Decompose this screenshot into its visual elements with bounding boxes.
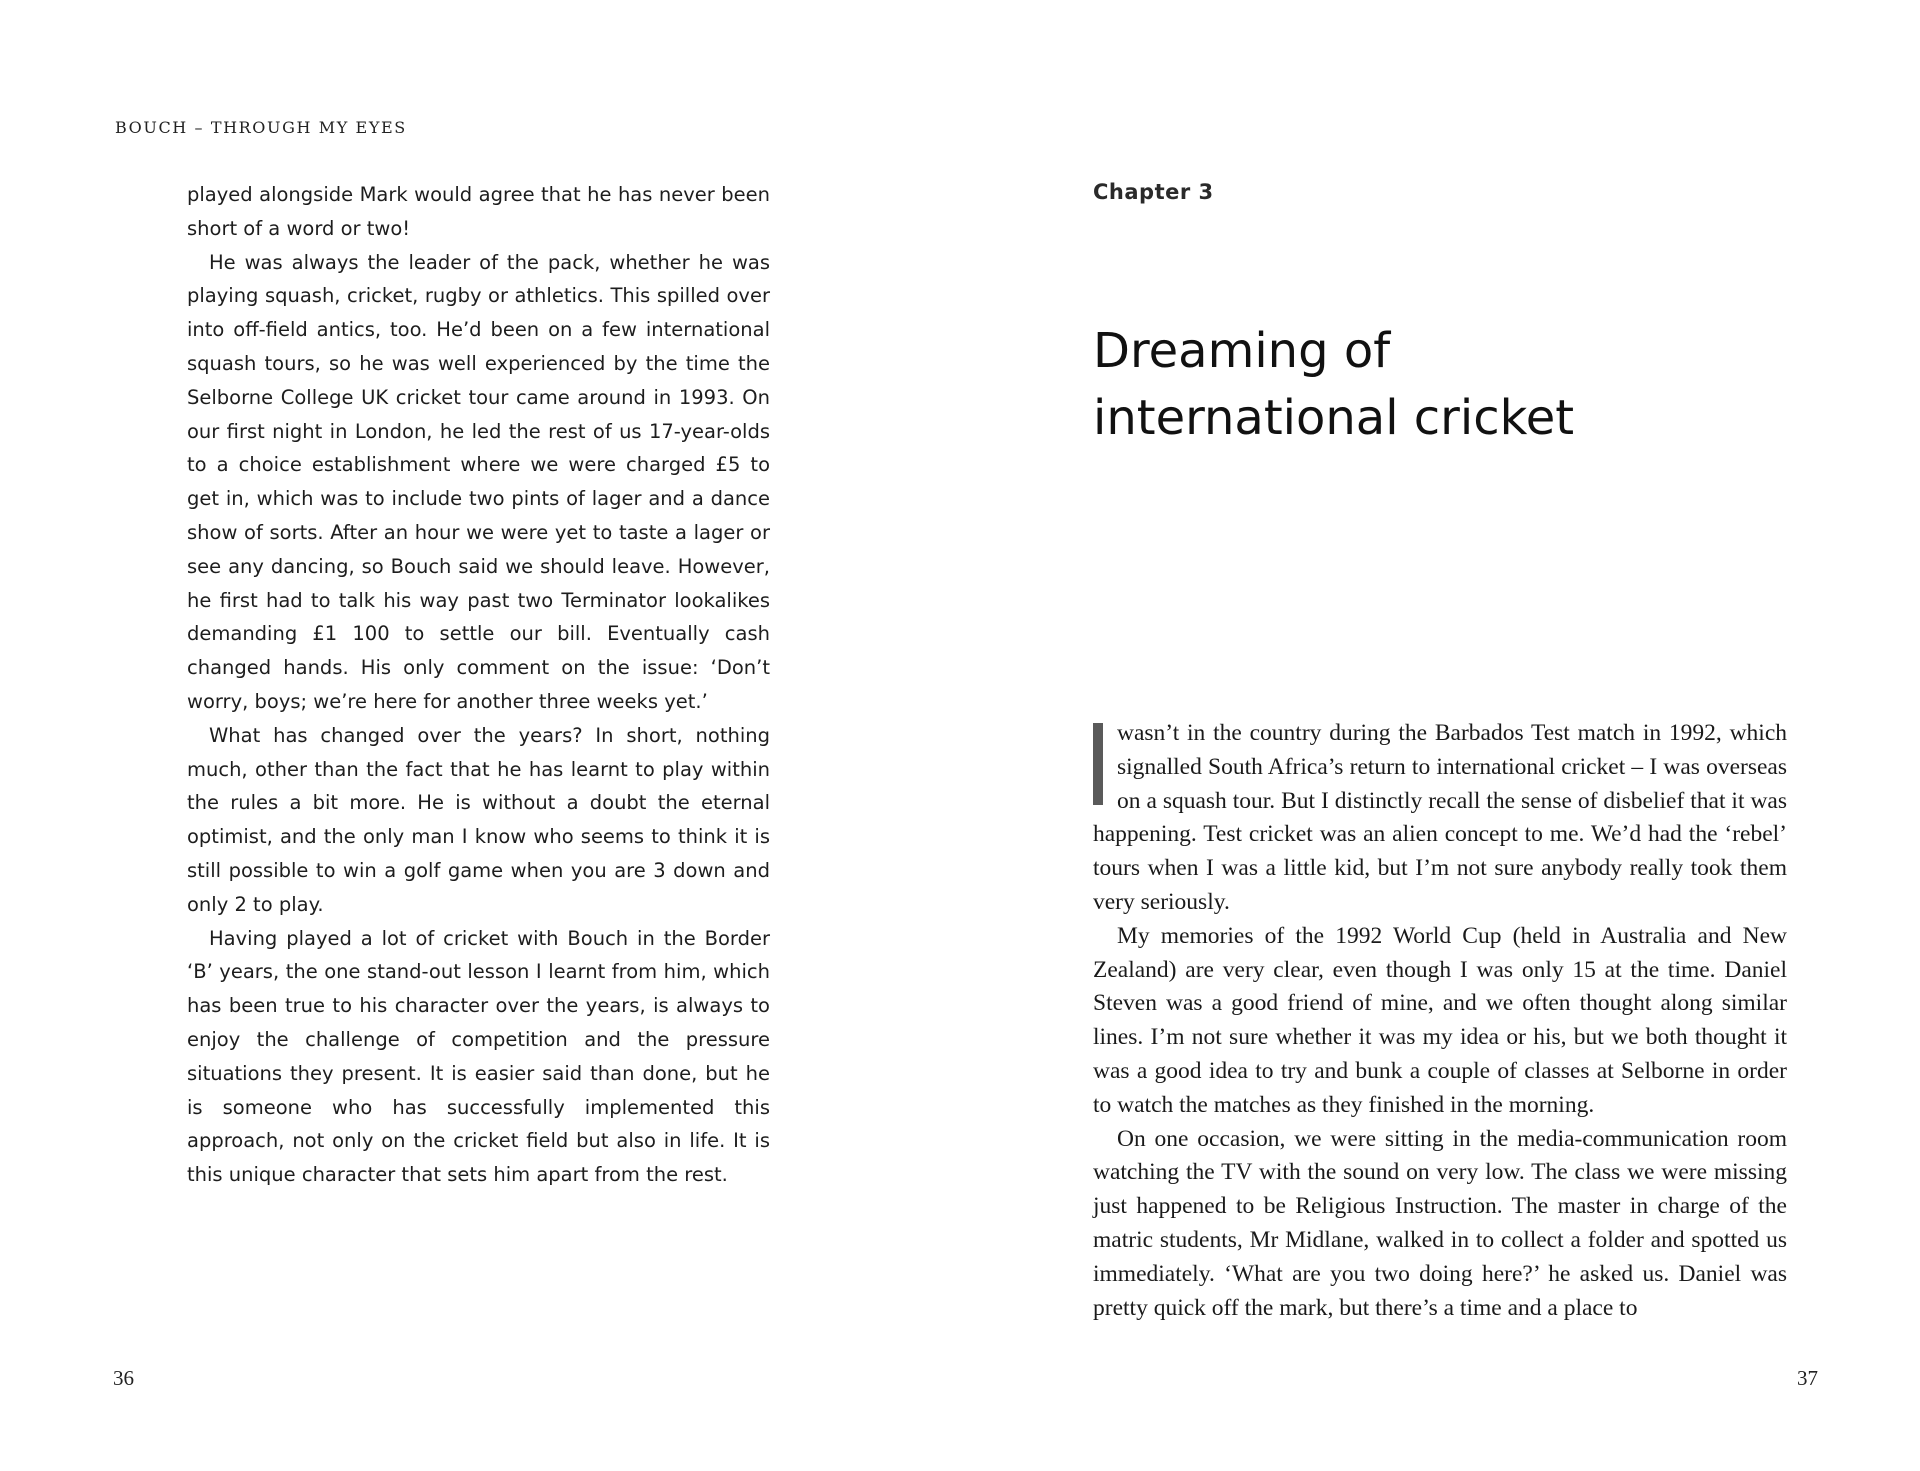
left-body-text [187,178,770,1192]
chapter-label: Chapter 3 [1093,180,1214,204]
page-number-left: 36 [113,1366,134,1390]
dropcap-bar [1093,723,1103,805]
right-paragraph-1 [1093,717,1787,920]
right-paragraph-1-text: wasn’t in the country during the Barbados Test match in 1992, which signalled South Africa’s return to international cricket – I was overseas on a squash tour. But I distinctly recall the sense of disbelief that it was happening. Test cricket was an alien concept to me. We’d had the ‘rebel’ tours when I was a little kid, but I’m not sure anybody really took them very seriously. [1093,720,1787,915]
left-paragraph-1: played alongside Mark would agree that he has never been short of a word or two! [187,183,770,240]
dropcap-letter [1117,717,1118,718]
right-paragraph-2: My memories of the 1992 World Cup (held in Australia and New Zealand) are very clear, even though I was only 15 at the time. Daniel Steven was a good friend of mine, and we often thought along similar lines. I’m not sure whether it was my idea or his, but we both thought it was a good idea to try and bunk a couple of classes at Selborne in order to watch the matches as they finished in the morning. [1093,922,1787,1118]
left-paragraph-3: What has changed over the years? In short, nothing much, other than the fact that he has learnt to play within the rules a bit more. He is without a doubt the eternal optimist, and the only man I know who seems to think it is still possible to win a golf game when you are 3 down and only 2 to play. [187,723,770,916]
left-paragraph-4: Having played a lot of cricket with Bouch in the Border ‘B’ years, the one stand-out lesson I learnt from him, which has been true to his character over the years, is always to enjoy the challenge of competition and the pressure situations they present. It is easier said than done, but he is someone who has successfully implemented this approach, not only on the cricket field but also in life. It is this unique character that sets him apart from the rest. [187,926,770,1187]
chapter-title-line-2: international cricket [1093,390,1575,446]
chapter-title [1093,318,1793,452]
right-paragraph-3: On one occasion, we were sitting in the media-communication room watching the TV with the sound on very low. The class we were missing just happened to be Religious Instruction. The master in charge of the matric students, Mr Midlane, walked in to collect a folder and spotted us immediately. ‘What are you two doing here?’ he asked us. Daniel was pretty quick off the mark, but there’s a time and a place to [1093,1125,1787,1321]
running-head: BOUCH – THROUGH MY EYES [115,118,407,137]
chapter-title-line-1: Dreaming of [1093,323,1391,379]
page-number-right: 37 [1797,1366,1818,1390]
right-body-text [1093,717,1787,1325]
right-page [960,0,1920,1471]
left-paragraph-2: He was always the leader of the pack, whether he was playing squash, cricket, rugby or athletics. This spilled over into off-field antics, too. He’d been on a few international squash tours, so he was well experienced by the time the Selborne College UK cricket tour came around in 1993. On our first night in London, he led the rest of us 17-year-olds to a choice establishment where we were charged £5 to get in, which was to include two pints of lager and a dance show of sorts. After an hour we were yet to taste a lager or see any dancing, so Bouch said we should leave. However, he first had to talk his way past two Terminator lookalikes demanding £1 100 to settle our bill. Eventually cash changed hands. His only comment on the issue: ‘Don’t worry, boys; we’re here for another three weeks yet.’ [187,250,770,713]
